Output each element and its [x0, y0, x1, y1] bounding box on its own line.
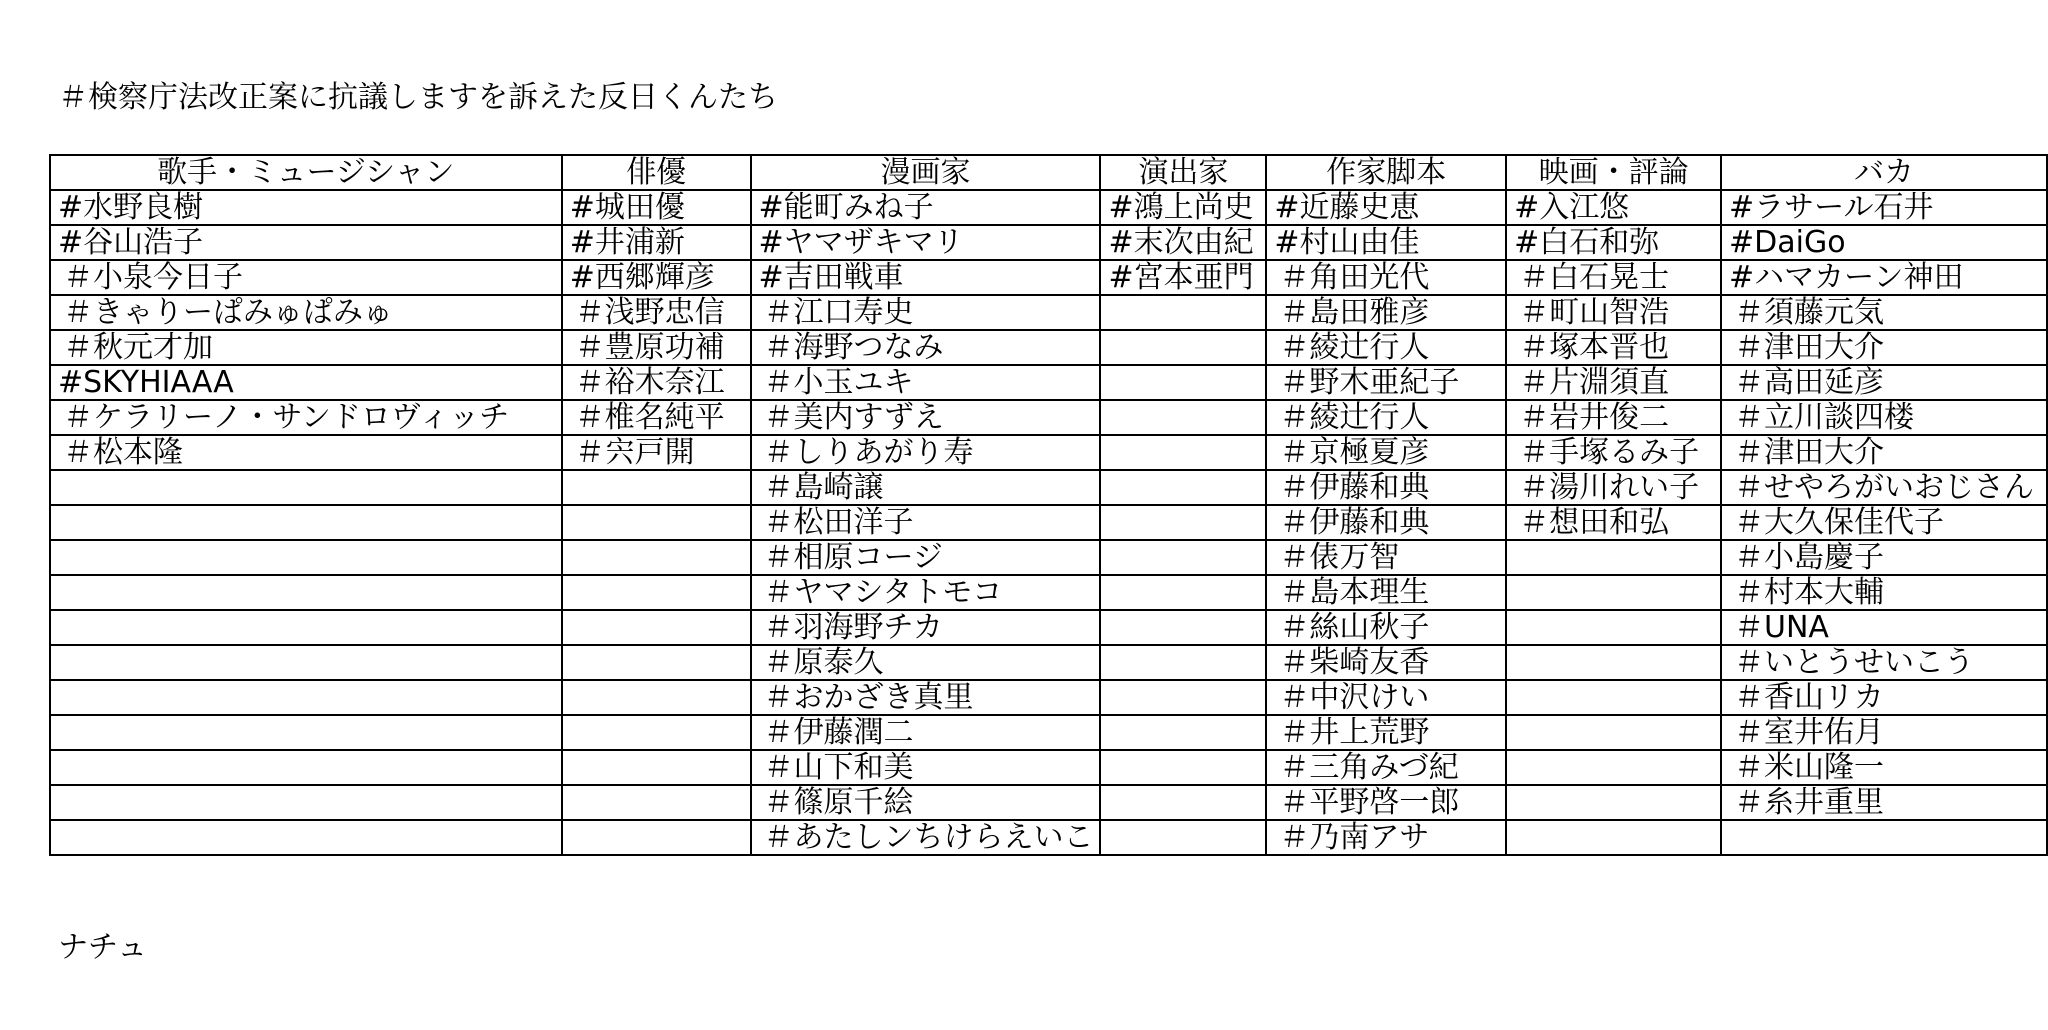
empty-cell	[1506, 680, 1721, 715]
name-cell: ＃松本隆	[50, 435, 562, 470]
table-row	[50, 295, 2047, 330]
table-row	[50, 225, 2047, 260]
empty-cell	[1100, 610, 1266, 645]
empty-cell	[1100, 680, 1266, 715]
table-row	[50, 190, 2047, 225]
name-cell: ＃津田大介	[1721, 330, 2047, 365]
name-cell: ＃手塚るみ子	[1506, 435, 1721, 470]
empty-cell	[50, 575, 562, 610]
empty-cell	[50, 470, 562, 505]
name-cell: ＃須藤元気	[1721, 295, 2047, 330]
empty-cell	[1506, 645, 1721, 680]
name-cell: ＃島崎譲	[751, 470, 1101, 505]
name-cell: #白石和弥	[1506, 225, 1721, 260]
name-cell: ＃野木亜紀子	[1266, 365, 1506, 400]
name-cell: #谷山浩子	[50, 225, 562, 260]
name-cell: ＃海野つなみ	[751, 330, 1101, 365]
name-cell: ＃松田洋子	[751, 505, 1101, 540]
name-cell: #末次由紀	[1100, 225, 1266, 260]
name-cell: ＃片淵須直	[1506, 365, 1721, 400]
name-cell: ＃綾辻行人	[1266, 400, 1506, 435]
name-cell: ＃ケラリーノ・サンドロヴィッチ	[50, 400, 562, 435]
empty-cell	[50, 540, 562, 575]
empty-cell	[562, 470, 751, 505]
empty-cell	[562, 575, 751, 610]
empty-cell	[1100, 330, 1266, 365]
name-cell: ＃秋元才加	[50, 330, 562, 365]
name-cell: #ヤマザキマリ	[751, 225, 1101, 260]
name-cell: ＃椎名純平	[562, 400, 751, 435]
table-row	[50, 785, 2047, 820]
name-cell: ＃山下和美	[751, 750, 1101, 785]
column-header: バカ	[1721, 155, 2047, 190]
name-cell: ＃裕木奈江	[562, 365, 751, 400]
name-cell: ＃俵万智	[1266, 540, 1506, 575]
name-cell: #近藤史恵	[1266, 190, 1506, 225]
name-cell: ＃米山隆一	[1721, 750, 2047, 785]
table-row	[50, 715, 2047, 750]
empty-cell	[1506, 750, 1721, 785]
name-cell: ＃角田光代	[1266, 260, 1506, 295]
name-cell: ＃絲山秋子	[1266, 610, 1506, 645]
table-row	[50, 820, 2047, 855]
name-cell: ＃島本理生	[1266, 575, 1506, 610]
empty-cell	[1506, 820, 1721, 855]
name-cell: #城田優	[562, 190, 751, 225]
empty-cell	[1100, 505, 1266, 540]
empty-cell	[1506, 610, 1721, 645]
table-row	[50, 540, 2047, 575]
name-cell: #井浦新	[562, 225, 751, 260]
empty-cell	[1100, 785, 1266, 820]
name-cell: ＃しりあがり寿	[751, 435, 1101, 470]
name-cell: ＃篠原千絵	[751, 785, 1101, 820]
name-cell: #能町みね子	[751, 190, 1101, 225]
table-row	[50, 435, 2047, 470]
name-cell: ＃豊原功補	[562, 330, 751, 365]
empty-cell	[562, 505, 751, 540]
name-cell: ＃あたしンちけらえいこ	[751, 820, 1101, 855]
name-cell: ＃白石晃士	[1506, 260, 1721, 295]
name-cell: #西郷輝彦	[562, 260, 751, 295]
name-cell: ＃島田雅彦	[1266, 295, 1506, 330]
name-cell: #ラサール石井	[1721, 190, 2047, 225]
name-cell: ＃伊藤潤二	[751, 715, 1101, 750]
table-row	[50, 610, 2047, 645]
empty-cell	[50, 820, 562, 855]
empty-cell	[562, 785, 751, 820]
name-cell: ＃小泉今日子	[50, 260, 562, 295]
name-cell: ＃湯川れい子	[1506, 470, 1721, 505]
name-cell: ＃京極夏彦	[1266, 435, 1506, 470]
empty-cell	[50, 680, 562, 715]
empty-cell	[1100, 435, 1266, 470]
empty-cell	[562, 820, 751, 855]
name-cell: #村山由佳	[1266, 225, 1506, 260]
name-cell: ＃中沢けい	[1266, 680, 1506, 715]
empty-cell	[50, 505, 562, 540]
name-cell: ＃浅野忠信	[562, 295, 751, 330]
name-cell: ＃津田大介	[1721, 435, 2047, 470]
empty-cell	[1721, 820, 2047, 855]
name-cell: ＃村本大輔	[1721, 575, 2047, 610]
table-row	[50, 645, 2047, 680]
name-cell: ＃綾辻行人	[1266, 330, 1506, 365]
name-cell: ＃平野啓一郎	[1266, 785, 1506, 820]
empty-cell	[562, 540, 751, 575]
empty-cell	[50, 715, 562, 750]
table-row	[50, 470, 2047, 505]
name-cell: ＃せやろがいおじさん	[1721, 470, 2047, 505]
name-cell: ＃羽海野チカ	[751, 610, 1101, 645]
name-cell: ＃井上荒野	[1266, 715, 1506, 750]
name-cell: ＃三角みづ紀	[1266, 750, 1506, 785]
empty-cell	[1100, 575, 1266, 610]
table-row	[50, 505, 2047, 540]
name-cell: ＃乃南アサ	[1266, 820, 1506, 855]
name-cell: ＃伊藤和典	[1266, 505, 1506, 540]
empty-cell	[1100, 470, 1266, 505]
empty-cell	[50, 750, 562, 785]
name-cell: ＃きゃりーぱみゅぱみゅ	[50, 295, 562, 330]
empty-cell	[1100, 750, 1266, 785]
column-header: 演出家	[1100, 155, 1266, 190]
empty-cell	[1506, 575, 1721, 610]
table-row	[50, 400, 2047, 435]
column-header: 作家脚本	[1266, 155, 1506, 190]
name-cell: #水野良樹	[50, 190, 562, 225]
table-header-row	[50, 155, 2047, 190]
name-cell: ＃UNA	[1721, 610, 2047, 645]
name-cell: #吉田戦車	[751, 260, 1101, 295]
empty-cell	[562, 645, 751, 680]
empty-cell	[1506, 715, 1721, 750]
empty-cell	[50, 645, 562, 680]
empty-cell	[1100, 540, 1266, 575]
empty-cell	[562, 715, 751, 750]
table-row	[50, 330, 2047, 365]
empty-cell	[1100, 820, 1266, 855]
name-cell: ＃原泰久	[751, 645, 1101, 680]
empty-cell	[1100, 295, 1266, 330]
empty-cell	[562, 610, 751, 645]
name-cell: #鴻上尚史	[1100, 190, 1266, 225]
name-cell: #DaiGo	[1721, 225, 2047, 260]
name-cell: ＃塚本晋也	[1506, 330, 1721, 365]
table-row	[50, 260, 2047, 295]
empty-cell	[1100, 400, 1266, 435]
document-title: ＃検察庁法改正案に抗議しますを訴えた反日くんたち	[58, 80, 778, 115]
table-row	[50, 750, 2047, 785]
name-cell: ＃糸井重里	[1721, 785, 2047, 820]
column-header: 歌手・ミュージシャン	[50, 155, 562, 190]
name-cell: ＃美内すずえ	[751, 400, 1101, 435]
column-header: 俳優	[562, 155, 751, 190]
empty-cell	[1100, 645, 1266, 680]
name-cell: ＃室井佑月	[1721, 715, 2047, 750]
table-row	[50, 575, 2047, 610]
empty-cell	[1506, 540, 1721, 575]
name-cell: ＃小島慶子	[1721, 540, 2047, 575]
name-cell: #宮本亜門	[1100, 260, 1266, 295]
name-cell: ＃小玉ユキ	[751, 365, 1101, 400]
column-header: 映画・評論	[1506, 155, 1721, 190]
name-cell: ＃町山智浩	[1506, 295, 1721, 330]
name-cell: ＃香山リカ	[1721, 680, 2047, 715]
empty-cell	[50, 785, 562, 820]
table-row	[50, 680, 2047, 715]
name-cell: ＃ヤマシタトモコ	[751, 575, 1101, 610]
empty-cell	[50, 610, 562, 645]
name-cell: ＃立川談四楼	[1721, 400, 2047, 435]
name-cell: ＃おかざき真里	[751, 680, 1101, 715]
table-row	[50, 365, 2047, 400]
name-cell: #入江悠	[1506, 190, 1721, 225]
name-list-table	[49, 154, 2048, 856]
name-cell: #ハマカーン神田	[1721, 260, 2047, 295]
name-cell: ＃高田延彦	[1721, 365, 2047, 400]
empty-cell	[562, 680, 751, 715]
empty-cell	[1506, 785, 1721, 820]
name-cell: #SKYHIAAA	[50, 365, 562, 400]
name-cell: ＃相原コージ	[751, 540, 1101, 575]
name-cell: ＃江口寿史	[751, 295, 1101, 330]
name-cell: ＃宍戸開	[562, 435, 751, 470]
name-cell: ＃想田和弘	[1506, 505, 1721, 540]
name-cell: ＃大久保佳代子	[1721, 505, 2047, 540]
name-cell: ＃柴崎友香	[1266, 645, 1506, 680]
name-cell: ＃伊藤和典	[1266, 470, 1506, 505]
document-footer: ナチュ	[58, 930, 148, 965]
empty-cell	[562, 750, 751, 785]
name-cell: ＃岩井俊二	[1506, 400, 1721, 435]
name-cell: ＃いとうせいこう	[1721, 645, 2047, 680]
table-body	[50, 190, 2047, 855]
empty-cell	[1100, 715, 1266, 750]
empty-cell	[1100, 365, 1266, 400]
column-header: 漫画家	[751, 155, 1101, 190]
